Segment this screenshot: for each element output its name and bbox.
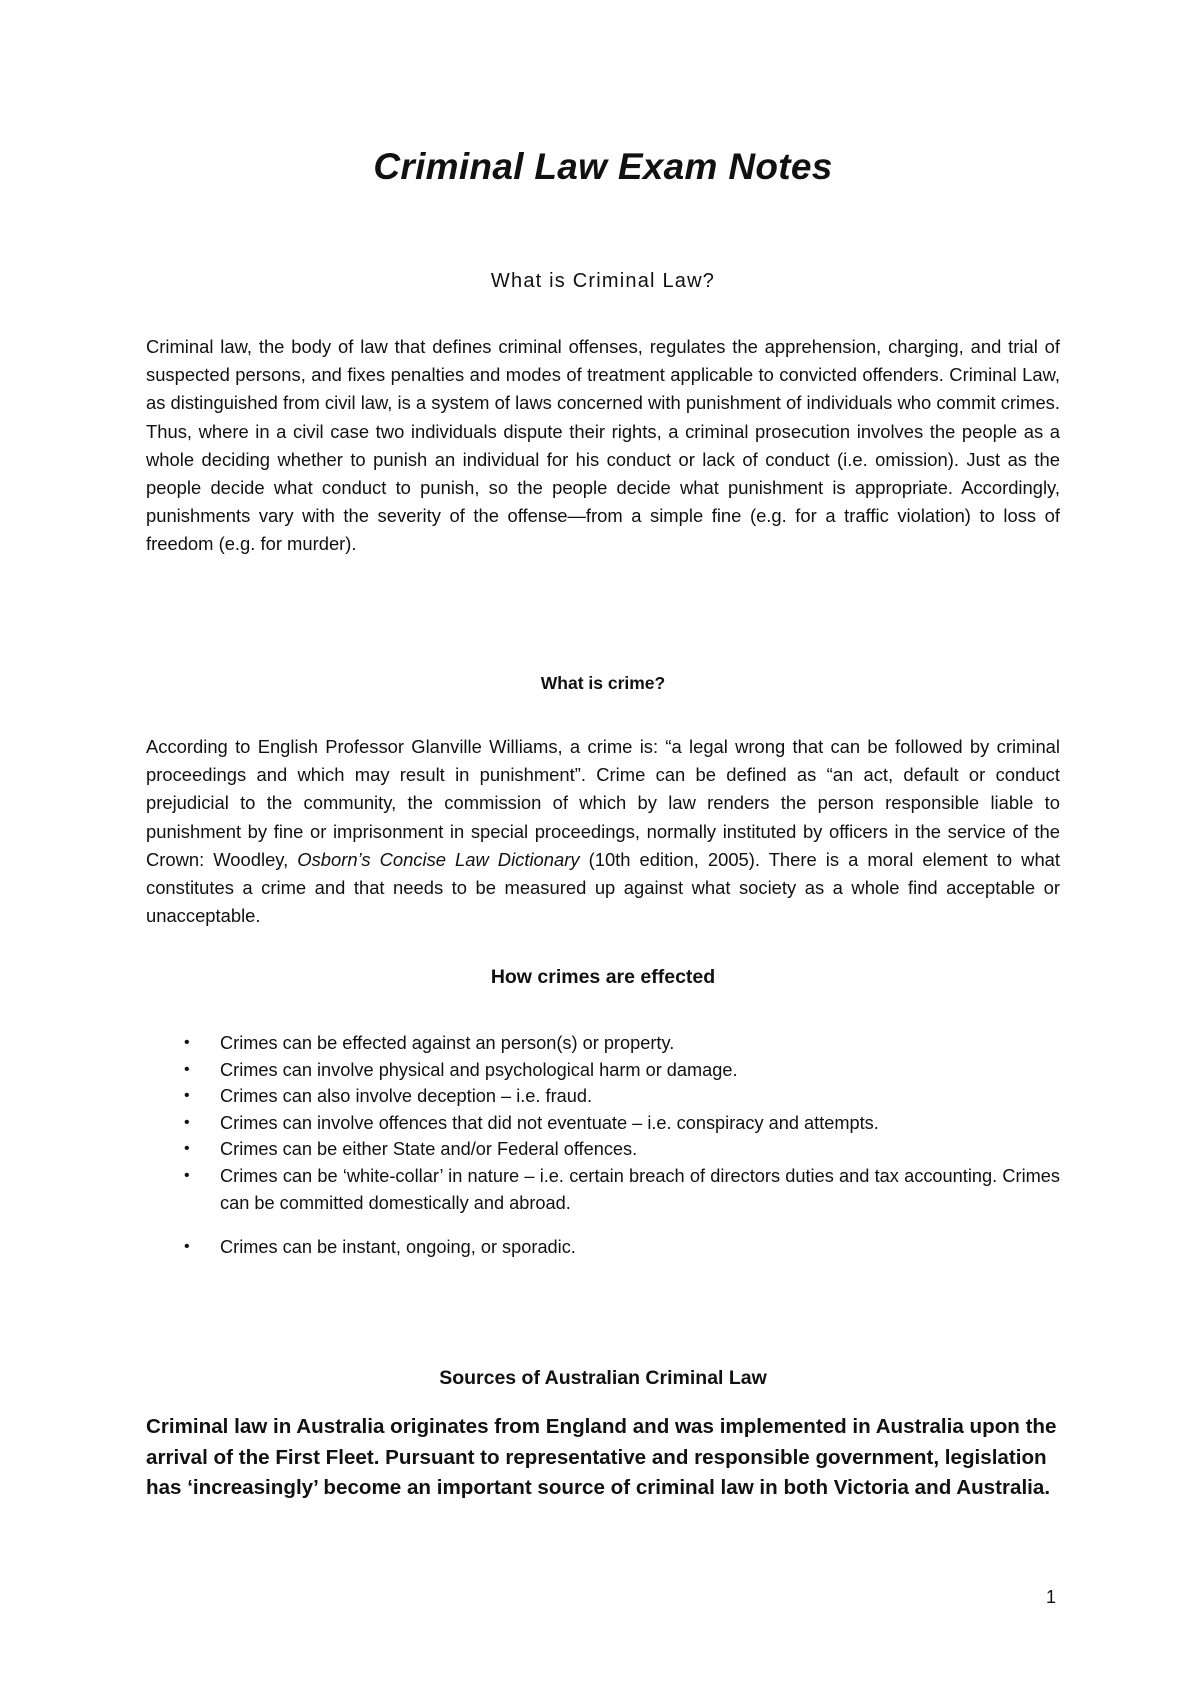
bullet-icon: •	[184, 1060, 190, 1078]
heading-how-crimes-effected: How crimes are effected	[490, 966, 716, 988]
bullet-icon: •	[184, 1140, 190, 1158]
bullet-icon: •	[184, 1113, 190, 1131]
bullet-icon: •	[184, 1087, 190, 1105]
paragraph-sources: Criminal law in Australia originates from England and was implemented in Australia upon the arrival of the First Fleet. Pursuant to representative and responsible government, legislation has ‘increasingly’ become an important source of criminal law in both Victoria and Australia.	[146, 1415, 1057, 1499]
crimes-effected-list	[146, 1030, 1060, 1261]
list-item: • Crimes can involve physical and psychological harm or damage.	[146, 1057, 1060, 1084]
bullet-icon: •	[184, 1166, 190, 1184]
heading-what-is-criminal-law: What is Criminal Law?	[490, 270, 716, 292]
list-item: • Crimes can be instant, ongoing, or sporadic.	[146, 1234, 1060, 1261]
heading-what-is-crime: What is crime?	[540, 673, 666, 693]
paragraph-criminal-law-definition: Criminal law, the body of law that defines criminal offenses, regulates the apprehension, charging, and trial of suspected persons, and fixes penalties and modes of treatment applicable to convicted offenders. Criminal Law, as distinguished from civil law, is a system of laws concerned with punishment of individuals who commit crimes. Thus, where in a civil case two individuals dispute their rights, a criminal prosecution involves the people as a whole deciding whether to punish an individual for his conduct or lack of conduct (i.e. omission). Just as the people decide what conduct to punish, so the people decide what punishment is appropriate. Accordingly, punishments vary with the severity of the offense—from a simple fine (e.g. for a traffic violation) to loss of freedom (e.g. for murder).	[146, 336, 1060, 555]
bullet-icon: •	[184, 1238, 190, 1256]
crime-text-part1: According to English Professor Glanville Williams, a crime is: “a legal wrong that can be followed by criminal proceedings and which may result in punishment”. Crime can be defined as “an act, default or conduct prejudicial to the community, the commission of which by law renders the person responsible liable to punishment by fine or imprisonment in special proceedings, normally instituted by officers in the service of the Crown: Woodley,	[146, 736, 1060, 870]
list-item: • Crimes can be effected against an person(s) or property.	[146, 1030, 1060, 1057]
crime-text-part2: (10th edition, 2005). There is a moral element to what constitutes a crime and that needs to be measured up against what society as a whole find acceptable or unacceptable.	[146, 848, 1061, 927]
list-item: • Crimes can involve offences that did not eventuate – i.e. conspiracy and attempts.	[146, 1110, 1060, 1137]
list-item: • Crimes can be either State and/or Federal offences.	[146, 1136, 1060, 1163]
list-item: • Crimes can be ‘white-collar’ in nature – i.e. certain breach of directors duties and tax accounting. Crimes can be committed domestically and abroad.	[146, 1163, 1060, 1216]
bullet-icon: •	[184, 1034, 190, 1051]
page-number: 1	[1046, 1587, 1057, 1607]
document-title: Criminal Law Exam Notes	[373, 146, 833, 187]
heading-sources-australian-criminal-law: Sources of Australian Criminal Law	[439, 1367, 767, 1389]
osborn-dictionary-title: Osborn’s Concise Law Dictionary	[297, 848, 580, 870]
paragraph-crime-definition	[146, 733, 1060, 930]
list-item: • Crimes can also involve deception – i.e. fraud.	[146, 1083, 1060, 1110]
